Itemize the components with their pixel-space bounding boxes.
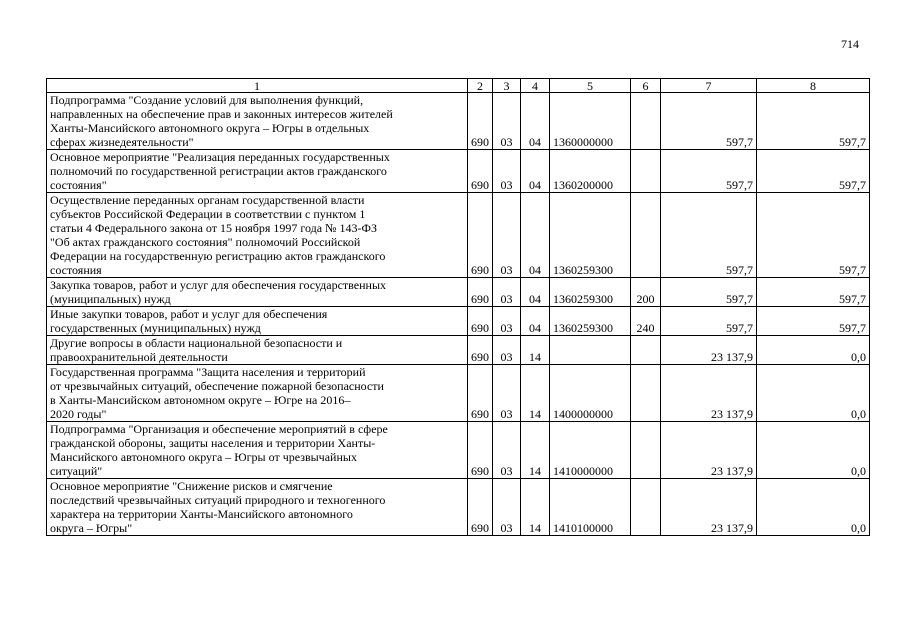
section-code: 03 — [493, 278, 521, 307]
section-code: 03 — [493, 365, 521, 422]
section-code: 03 — [493, 479, 521, 536]
table-row — [47, 150, 870, 193]
row-name: Основное мероприятие "Реализация переданных государственных полномочий по государственной регистрации актов гражданского состояния" — [47, 150, 468, 193]
amount-col7: 23 137,9 — [661, 365, 757, 422]
expense-type-code — [631, 479, 661, 536]
amount-col8: 597,7 — [757, 150, 870, 193]
amount-col7: 597,7 — [661, 278, 757, 307]
target-article-code: 1400000000 — [550, 365, 631, 422]
ministry-code: 690 — [468, 479, 493, 536]
table-row — [47, 422, 870, 479]
expense-type-code — [631, 193, 661, 278]
table-row — [47, 365, 870, 422]
header-cell: 5 — [550, 79, 631, 93]
amount-col8: 597,7 — [757, 307, 870, 336]
amount-col8: 0,0 — [757, 365, 870, 422]
amount-col8: 0,0 — [757, 336, 870, 365]
row-name: Государственная программа "Защита населения и территорий от чрезвычайных ситуаций, обеспечение пожарной безопасности в Ханты-Мансийском автономном округе – Югре на 2016– 2020 годы" — [47, 365, 468, 422]
amount-col8: 0,0 — [757, 422, 870, 479]
amount-col8: 597,7 — [757, 193, 870, 278]
header-cell: 7 — [661, 79, 757, 93]
target-article-code: 1410100000 — [550, 479, 631, 536]
expense-type-code: 200 — [631, 278, 661, 307]
row-name: Осуществление переданных органам государственной власти субъектов Российской Федерации в соответствии с пунктом 1 статьи 4 Федерального закона от 15 ноября 1997 года № 143-ФЗ "Об актах гражданского состояния" полномочий Российской Федерации на государственную регистрацию актов гражданского состояния — [47, 193, 468, 278]
budget-table — [46, 78, 870, 536]
header-cell: 3 — [493, 79, 521, 93]
subsection-code: 04 — [521, 193, 550, 278]
ministry-code: 690 — [468, 422, 493, 479]
amount-col7: 597,7 — [661, 93, 757, 150]
row-name: Подпрограмма "Создание условий для выполнения функций, направленных на обеспечение прав и законных интересов жителей Ханты-Мансийского автономного округа – Югры в отдельных сферах жизнедеятельности" — [47, 93, 468, 150]
ministry-code: 690 — [468, 365, 493, 422]
amount-col7: 23 137,9 — [661, 479, 757, 536]
section-code: 03 — [493, 93, 521, 150]
section-code: 03 — [493, 422, 521, 479]
section-code: 03 — [493, 336, 521, 365]
subsection-code: 14 — [521, 479, 550, 536]
subsection-code: 04 — [521, 93, 550, 150]
subsection-code: 04 — [521, 307, 550, 336]
section-code: 03 — [493, 193, 521, 278]
subsection-code: 04 — [521, 278, 550, 307]
row-name: Иные закупки товаров, работ и услуг для обеспечения государственных (муниципальных) нужд — [47, 307, 468, 336]
target-article-code: 1360259300 — [550, 278, 631, 307]
section-code: 03 — [493, 150, 521, 193]
subsection-code: 14 — [521, 422, 550, 479]
header-cell: 2 — [468, 79, 493, 93]
table-row — [47, 479, 870, 536]
expense-type-code: 240 — [631, 307, 661, 336]
ministry-code: 690 — [468, 336, 493, 365]
subsection-code: 14 — [521, 336, 550, 365]
target-article-code: 1360259300 — [550, 193, 631, 278]
amount-col7: 23 137,9 — [661, 336, 757, 365]
ministry-code: 690 — [468, 307, 493, 336]
ministry-code: 690 — [468, 193, 493, 278]
amount-col7: 597,7 — [661, 150, 757, 193]
target-article-code — [550, 336, 631, 365]
header-row — [47, 79, 870, 93]
row-name: Закупка товаров, работ и услуг для обеспечения государственных (муниципальных) нужд — [47, 278, 468, 307]
ministry-code: 690 — [468, 93, 493, 150]
expense-type-code — [631, 422, 661, 479]
target-article-code: 1360000000 — [550, 93, 631, 150]
header-cell: 8 — [757, 79, 870, 93]
table-row — [47, 93, 870, 150]
expense-type-code — [631, 336, 661, 365]
target-article-code: 1410000000 — [550, 422, 631, 479]
amount-col8: 597,7 — [757, 278, 870, 307]
table-row — [47, 336, 870, 365]
table-row — [47, 307, 870, 336]
section-code: 03 — [493, 307, 521, 336]
ministry-code: 690 — [468, 150, 493, 193]
expense-type-code — [631, 150, 661, 193]
target-article-code: 1360259300 — [550, 307, 631, 336]
expense-type-code — [631, 93, 661, 150]
subsection-code: 04 — [521, 150, 550, 193]
amount-col8: 0,0 — [757, 479, 870, 536]
table-row — [47, 278, 870, 307]
header-cell: 6 — [631, 79, 661, 93]
amount-col7: 597,7 — [661, 193, 757, 278]
row-name: Другие вопросы в области национальной безопасности и правоохранительной деятельности — [47, 336, 468, 365]
header-cell: 1 — [47, 79, 468, 93]
ministry-code: 690 — [468, 278, 493, 307]
row-name: Основное мероприятие "Снижение рисков и смягчение последствий чрезвычайных ситуаций природного и техногенного характера на территории Ханты-Мансийского автономного округа – Югры" — [47, 479, 468, 536]
expense-type-code — [631, 365, 661, 422]
subsection-code: 14 — [521, 365, 550, 422]
amount-col7: 23 137,9 — [661, 422, 757, 479]
row-name: Подпрограмма "Организация и обеспечение мероприятий в сфере гражданской обороны, защиты населения и территории Ханты- Мансийского автономного округа – Югры от чрезвычайных ситуаций" — [47, 422, 468, 479]
amount-col7: 597,7 — [661, 307, 757, 336]
header-cell: 4 — [521, 79, 550, 93]
target-article-code: 1360200000 — [550, 150, 631, 193]
amount-col8: 597,7 — [757, 93, 870, 150]
page-number: 714 — [841, 37, 859, 51]
table-row — [47, 193, 870, 278]
